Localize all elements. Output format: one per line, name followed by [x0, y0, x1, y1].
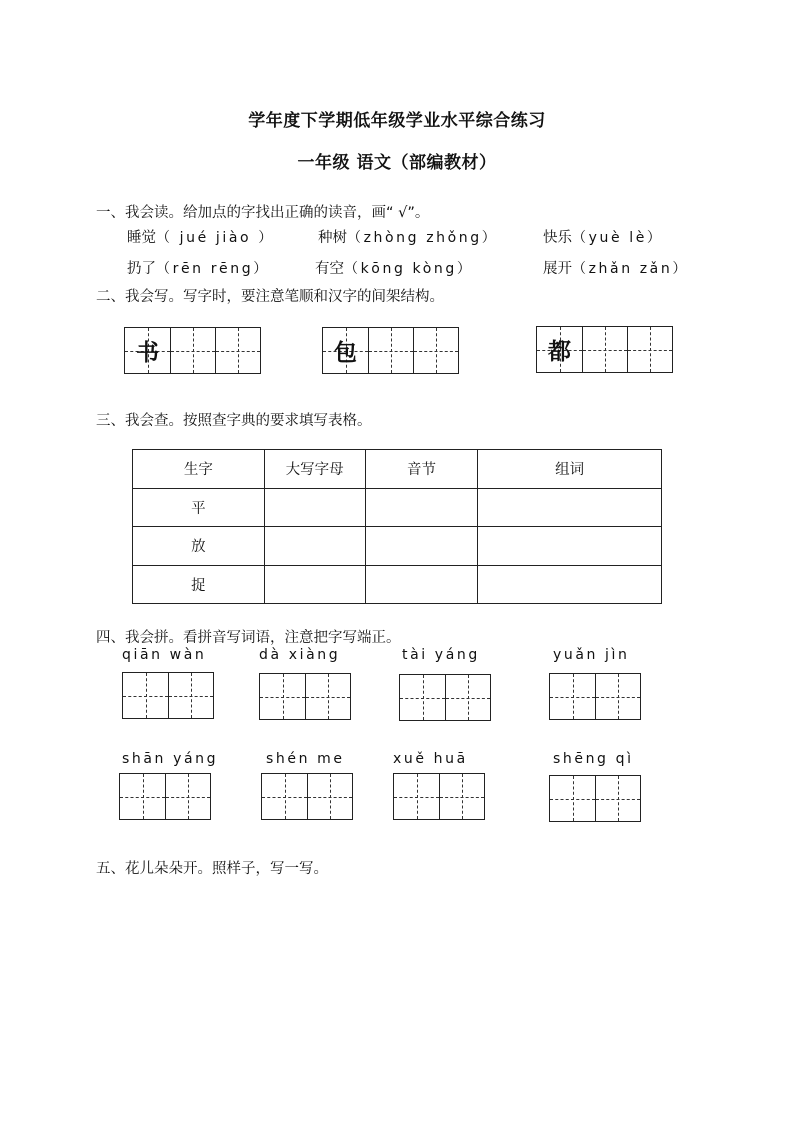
writing-cell[interactable] [439, 774, 484, 819]
table-row [133, 565, 662, 604]
writing-cell[interactable] [262, 774, 307, 819]
pinyin-prompt: yuǎn jìn [553, 647, 630, 663]
table-header-row [133, 450, 662, 489]
answer-grid [259, 673, 351, 720]
answer-grid [549, 775, 641, 822]
writing-cell[interactable] [168, 673, 213, 718]
pinyin-prompt: qiān wàn [122, 647, 207, 663]
column-header: 音节 [365, 450, 478, 489]
reading-item [315, 257, 473, 278]
reading-word: 快乐 [543, 230, 572, 246]
reading-options: （kōng kòng） [344, 261, 474, 277]
pinyin-prompt: xuě huā [393, 751, 468, 767]
table-row [133, 527, 662, 566]
reading-item [543, 257, 689, 278]
reading-item [543, 226, 664, 247]
writing-cell[interactable] [595, 674, 640, 719]
writing-cell[interactable] [120, 774, 165, 819]
pinyin-prompt: shān yáng [122, 751, 219, 767]
reading-word: 睡觉 [127, 230, 156, 246]
reading-word: 有空 [315, 261, 344, 277]
writing-cell [323, 328, 368, 373]
answer-cell[interactable] [264, 488, 365, 527]
writing-cell[interactable] [170, 328, 215, 373]
answer-cell[interactable] [264, 527, 365, 566]
writing-cell[interactable] [260, 674, 305, 719]
section1-heading: 一、我会读。给加点的字找出正确的读音，画“ √”。 [96, 205, 430, 221]
section3-heading: 三、我会查。按照查字典的要求填写表格。 [96, 413, 372, 429]
reading-item [127, 226, 275, 247]
writing-cell[interactable] [445, 675, 490, 720]
writing-grid [536, 326, 673, 373]
page-title: 学年度下学期低年级学业水平综合练习 [248, 111, 546, 131]
reading-options: （zhòng zhǒng） [347, 230, 499, 246]
writing-cell [125, 328, 170, 373]
reading-options: （ jué jiào ） [156, 230, 275, 246]
column-header: 组词 [478, 450, 662, 489]
dictionary-table [132, 449, 662, 604]
answer-grid [393, 773, 485, 820]
reading-options: （rēn rēng） [156, 261, 270, 277]
writing-cell[interactable] [627, 327, 672, 372]
answer-cell[interactable] [478, 565, 662, 604]
writing-cell[interactable] [582, 327, 627, 372]
writing-cell[interactable] [165, 774, 210, 819]
answer-grid [549, 673, 641, 720]
answer-cell[interactable] [478, 488, 662, 527]
reading-options: （yuè lè） [572, 230, 664, 246]
answer-cell[interactable] [365, 488, 478, 527]
writing-cell[interactable] [400, 675, 445, 720]
writing-cell[interactable] [550, 674, 595, 719]
section4-heading: 四、我会拼。看拼音写词语，注意把字写端正。 [96, 630, 401, 646]
character-cell: 平 [133, 488, 265, 527]
writing-cell [537, 327, 582, 372]
reading-word: 展开 [543, 261, 572, 277]
reading-item [127, 257, 270, 278]
answer-grid [399, 674, 491, 721]
writing-cell[interactable] [394, 774, 439, 819]
reading-word: 种树 [318, 230, 347, 246]
answer-grid [261, 773, 353, 820]
writing-cell[interactable] [123, 673, 168, 718]
pinyin-prompt: tài yáng [402, 647, 480, 663]
writing-cell[interactable] [368, 328, 413, 373]
column-header: 生字 [133, 450, 265, 489]
section2-heading: 二、我会写。写字时，要注意笔顺和汉字的间架结构。 [96, 289, 444, 305]
column-header: 大写字母 [264, 450, 365, 489]
character-cell: 捉 [133, 565, 265, 604]
pinyin-prompt: shén me [266, 751, 345, 767]
answer-cell[interactable] [365, 565, 478, 604]
writing-cell[interactable] [305, 674, 350, 719]
section5-heading: 五、花儿朵朵开。照样子，写一写。 [96, 861, 328, 877]
answer-grid [119, 773, 211, 820]
writing-cell[interactable] [550, 776, 595, 821]
pinyin-prompt: shēng qì [553, 751, 634, 767]
table-row [133, 488, 662, 527]
character-cell: 放 [133, 527, 265, 566]
reading-word: 扔了 [127, 261, 156, 277]
writing-grid [322, 327, 459, 374]
answer-cell[interactable] [264, 565, 365, 604]
writing-cell[interactable] [413, 328, 458, 373]
writing-grid [124, 327, 261, 374]
answer-cell[interactable] [365, 527, 478, 566]
pinyin-prompt: dà xiàng [259, 647, 341, 663]
answer-cell[interactable] [478, 527, 662, 566]
writing-cell[interactable] [215, 328, 260, 373]
model-character: 包 [334, 339, 357, 366]
model-character: 书 [136, 339, 159, 366]
reading-item [318, 226, 498, 247]
model-character: 都 [548, 338, 571, 365]
reading-options: （zhǎn zǎn） [572, 261, 689, 277]
page-subtitle: 一年级 语文（部编教材） [297, 153, 497, 173]
writing-cell[interactable] [307, 774, 352, 819]
writing-cell[interactable] [595, 776, 640, 821]
answer-grid [122, 672, 214, 719]
